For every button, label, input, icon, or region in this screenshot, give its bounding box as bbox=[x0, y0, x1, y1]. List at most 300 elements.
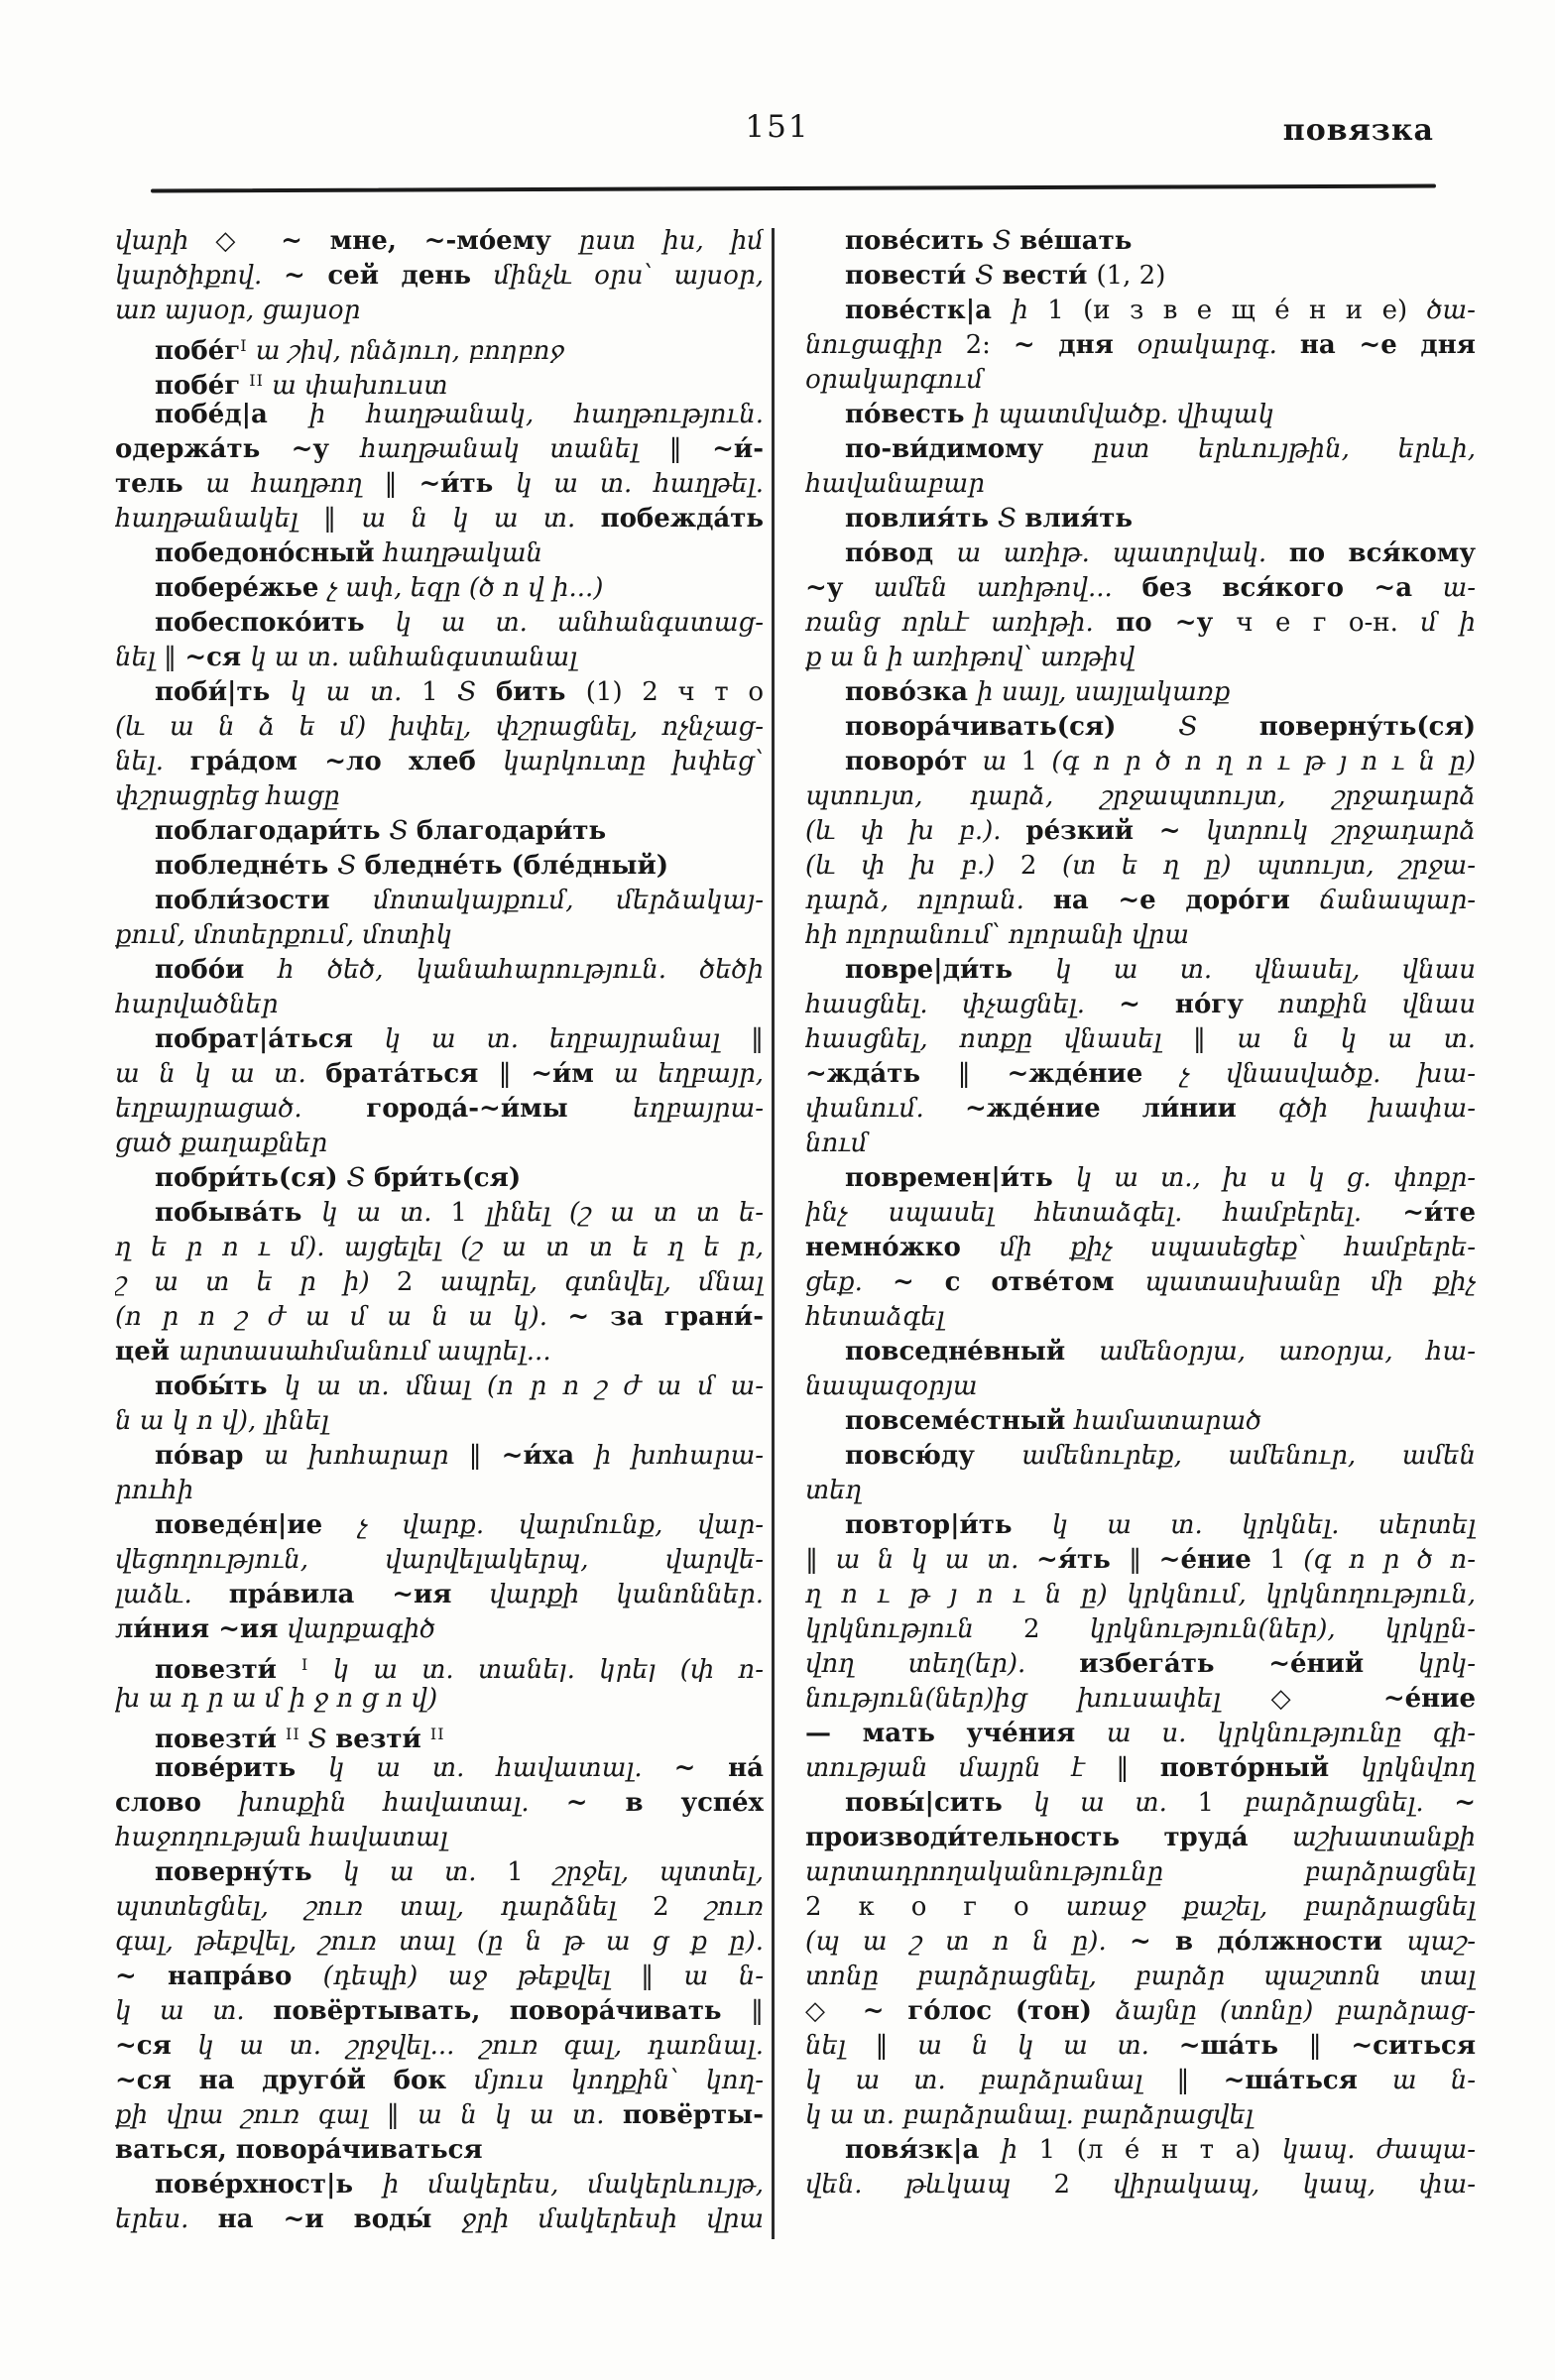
text-segment: 2 к о г о bbox=[805, 1892, 1066, 1922]
text-segment: մոտակայքում, մերձակայ- bbox=[373, 886, 764, 915]
text-segment: հաղթական bbox=[383, 538, 543, 568]
text-segment: կ ա տ. շրջվել... շուռ գալ, դառնալ. bbox=[197, 2031, 764, 2061]
text-segment: հի ոլորանում՝ ոլորանի վրա bbox=[805, 920, 1189, 950]
dictionary-line bbox=[805, 1751, 1476, 1786]
text-segment: ‖ bbox=[875, 2031, 918, 2061]
text-segment: նել bbox=[805, 2031, 876, 2061]
text-segment: րուհի bbox=[115, 1476, 194, 1505]
text-segment: побежда́ть bbox=[600, 504, 764, 534]
text-segment: повре|ди́ть bbox=[845, 955, 1056, 985]
text-segment: խ ա դ ր ա մ ի ջ ո ց ո վ) bbox=[115, 1684, 438, 1714]
text-segment: պատասխանը մի քիչ bbox=[1144, 1267, 1476, 1297]
text-segment: поверну́ть(ся) bbox=[1258, 712, 1476, 742]
text-segment: ~ дня bbox=[1013, 330, 1137, 360]
text-segment: (ո ր ո շ ժ ա մ ա ն ա կ). bbox=[115, 1302, 568, 1332]
text-segment: չ վնասվածք. խա- bbox=[1179, 1059, 1476, 1089]
text-segment: ~ но́гу bbox=[1119, 990, 1278, 1019]
text-segment: 1 bbox=[507, 1857, 554, 1887]
text-segment: ա ն կ ա տ. bbox=[917, 2031, 1179, 2061]
text-segment: կ ա տ. հավատալ. bbox=[327, 1753, 674, 1783]
text-segment: благодари́ть bbox=[416, 816, 607, 846]
dictionary-line bbox=[805, 502, 1476, 536]
text-segment: նում bbox=[805, 1129, 868, 1158]
header-rule bbox=[151, 184, 1436, 193]
text-segment: ~ в успе́х bbox=[565, 1788, 764, 1818]
dictionary-line bbox=[115, 1196, 764, 1231]
dictionary-line bbox=[115, 1508, 764, 1543]
text-segment: повсю́ду bbox=[845, 1441, 1022, 1471]
text-segment: побе́г bbox=[155, 371, 250, 398]
text-segment: դարձ, ոլորան. bbox=[805, 886, 1053, 915]
text-segment: ~ся на друго́й бок bbox=[115, 2066, 474, 2095]
dictionary-line bbox=[805, 953, 1476, 988]
text-segment: ա խոհարար bbox=[264, 1441, 469, 1471]
text-segment: ~ мне, ~-мо́ему bbox=[281, 226, 579, 256]
dictionary-line bbox=[115, 675, 764, 710]
text-segment: повсеме́стный bbox=[845, 1406, 1075, 1436]
dictionary-line bbox=[805, 1612, 1476, 1647]
text-segment: по́вар bbox=[155, 1441, 265, 1471]
text-segment: (1) 2 ч т о bbox=[585, 677, 764, 707]
dictionary-line bbox=[805, 1439, 1476, 1474]
text-segment: շուռ bbox=[705, 1892, 764, 1922]
text-segment: цей bbox=[115, 1337, 179, 1367]
text-segment: побри́ть(ся) bbox=[155, 1163, 347, 1193]
text-segment: ա bbox=[982, 747, 1021, 776]
text-segment: вести́ bbox=[1002, 261, 1097, 291]
text-segment: կրկ- bbox=[1417, 1649, 1476, 1679]
text-segment: повёрты- bbox=[622, 2100, 764, 2130]
text-segment: 2 bbox=[1053, 2170, 1114, 2200]
text-segment: 2 bbox=[396, 1267, 440, 1297]
text-segment: по́вод bbox=[845, 538, 957, 568]
text-segment: (և փ խ բ.) bbox=[805, 851, 1020, 881]
text-segment: поблагодари́ть bbox=[155, 816, 390, 846]
text-segment: побеспоко́ить bbox=[155, 608, 396, 638]
dictionary-line bbox=[115, 1092, 764, 1127]
text-segment: կ ա տ. մնալ (ո ր ո շ ժ ա մ ա- bbox=[284, 1371, 764, 1401]
text-segment: 1 bbox=[1197, 1788, 1245, 1818]
text-segment: повя́зк|а bbox=[845, 2135, 1002, 2165]
text-segment: ա ն կ ա տ. bbox=[115, 1059, 326, 1089]
dictionary-line bbox=[805, 294, 1476, 328]
text-segment: ա հաղթող bbox=[205, 469, 385, 499]
text-segment: 2: bbox=[965, 330, 1014, 360]
dictionary-line bbox=[115, 1369, 764, 1404]
text-segment: ~ сей день bbox=[284, 261, 494, 291]
dictionary-line bbox=[115, 918, 764, 953]
dictionary-line bbox=[805, 1960, 1476, 1994]
text-segment: կ ա տ. bbox=[1033, 1788, 1198, 1818]
dictionary-line bbox=[115, 953, 764, 988]
text-segment: ◇ bbox=[215, 226, 282, 256]
text-segment: (1, 2) bbox=[1096, 261, 1166, 291]
text-segment: 1 bbox=[1020, 747, 1052, 776]
text-segment: փշրացրեց հացը bbox=[115, 781, 340, 811]
dictionary-line bbox=[805, 1196, 1476, 1231]
text-segment: города́-~и́мы bbox=[366, 1094, 634, 1124]
text-segment: ~ bbox=[1454, 1788, 1476, 1818]
text-segment: повёртывать, повора́чивать bbox=[273, 1996, 751, 2026]
text-segment: бри́ть(ся) bbox=[373, 1163, 522, 1193]
dictionary-line bbox=[805, 328, 1476, 363]
text-segment: ջրի մակերեսի վրա bbox=[461, 2204, 764, 2234]
text-segment: пове́рить bbox=[155, 1753, 328, 1783]
dictionary-line bbox=[115, 1057, 764, 1092]
text-segment: վարքագիծ bbox=[287, 1614, 436, 1644]
dictionary-line bbox=[805, 918, 1476, 953]
text-segment: ապրել, գտնվել, մնալ bbox=[439, 1267, 764, 1297]
text-segment: ‖ bbox=[1176, 2066, 1224, 2095]
dictionary-line bbox=[805, 259, 1476, 294]
dictionary-line bbox=[805, 779, 1476, 814]
text-segment: ‖ bbox=[1129, 1545, 1159, 1575]
text-segment: на ~е дня bbox=[1299, 330, 1476, 360]
text-segment: գծի խափա- bbox=[1277, 1094, 1476, 1124]
text-segment: հասցնել, ոտքը վնասել bbox=[805, 1024, 1193, 1054]
text-segment: ~ся bbox=[115, 2031, 198, 2061]
dictionary-line bbox=[115, 1786, 764, 1821]
dictionary-line bbox=[805, 536, 1476, 571]
text-segment: փանում. bbox=[805, 1094, 965, 1124]
dictionary-line bbox=[115, 2202, 764, 2237]
dictionary-line bbox=[805, 745, 1476, 779]
dictionary-line bbox=[115, 1612, 764, 1647]
text-segment: (պ ա շ տ ո ն ը). bbox=[805, 1927, 1131, 1957]
text-segment: ‖ bbox=[468, 1441, 502, 1471]
text-segment: ‖ bbox=[957, 1059, 1008, 1089]
dictionary-line bbox=[115, 1335, 764, 1369]
dictionary-line bbox=[805, 1508, 1476, 1543]
text-segment: կրկնվող bbox=[1361, 1753, 1476, 1783]
dictionary-line bbox=[805, 814, 1476, 849]
dictionary-line bbox=[805, 2133, 1476, 2168]
text-segment: ~ша́ться bbox=[1223, 2066, 1392, 2095]
text-segment: օրակարգ. bbox=[1136, 330, 1300, 360]
dictionary-line bbox=[805, 641, 1476, 675]
text-segment: влия́ть bbox=[1024, 504, 1134, 534]
text-segment: ~и́те bbox=[1402, 1198, 1476, 1228]
dictionary-line bbox=[115, 1855, 764, 1890]
text-segment: по́весть bbox=[845, 400, 974, 429]
dictionary-line bbox=[805, 1994, 1476, 2029]
text-segment: избега́ть ~е́ний bbox=[1079, 1649, 1418, 1679]
text-segment: կարկուտը խփեց՝ bbox=[503, 747, 764, 776]
page-number: 151 bbox=[745, 109, 810, 145]
text-segment: ‖ bbox=[498, 1059, 532, 1089]
text-segment: ա առիթ. պատրվակ. bbox=[956, 538, 1289, 568]
dictionary-line bbox=[115, 2133, 764, 2168]
dictionary-line bbox=[115, 1127, 764, 1161]
dictionary-line bbox=[805, 1335, 1476, 1369]
text-segment: վարի bbox=[115, 226, 216, 256]
text-segment: Տ bbox=[992, 226, 1020, 256]
text-segment: ‖ bbox=[164, 643, 185, 672]
text-segment: на ~е доро́ги bbox=[1052, 886, 1320, 915]
text-segment: լաձև. bbox=[115, 1580, 229, 1609]
dictionary-line bbox=[805, 1925, 1476, 1960]
dictionary-line bbox=[805, 1161, 1476, 1196]
text-segment: կտրուկ շրջադարձ bbox=[1206, 816, 1476, 846]
text-segment: քում, մոտերքում, մոտիկ bbox=[115, 920, 452, 950]
text-segment: տոնը բարձրացնել, բարձր պաշտոն տալ bbox=[805, 1962, 1476, 1991]
dictionary-line bbox=[805, 710, 1476, 745]
text-segment: կ ա տ. անհանգստաց- bbox=[395, 608, 764, 638]
text-segment: պաշ- bbox=[1406, 1927, 1476, 1957]
dictionary-line bbox=[115, 1890, 764, 1925]
text-segment: կ ա տ. հաղթել. bbox=[516, 469, 764, 499]
dictionary-line bbox=[805, 1092, 1476, 1127]
text-segment: չ վարք. վարմունք, վար- bbox=[357, 1510, 764, 1540]
text-segment: բարձրացնել. bbox=[1244, 1788, 1455, 1818]
text-segment: ~у bbox=[805, 573, 874, 603]
text-segment: երես. bbox=[115, 2204, 218, 2234]
text-segment: (գ ո ր ծ ո ղ ո ւ թ յ ո ւ ն ը) bbox=[1051, 747, 1476, 776]
text-segment: ~ся bbox=[184, 643, 251, 672]
dictionary-line bbox=[805, 988, 1476, 1022]
text-segment: побрат|а́ться bbox=[155, 1024, 385, 1054]
text-segment: կրկնություն bbox=[805, 1614, 1023, 1644]
dictionary-line bbox=[115, 536, 764, 571]
dictionary-line bbox=[115, 710, 764, 745]
text-segment: (գ ո ր ծ ո- bbox=[1303, 1545, 1476, 1575]
text-segment: 1 (и з в е щ е́ н и е) bbox=[1047, 296, 1427, 325]
text-segment: ի bbox=[1001, 2135, 1039, 2165]
text-segment: նել. bbox=[115, 747, 190, 776]
text-segment: побе́д|а bbox=[155, 400, 309, 429]
text-segment: ‖ bbox=[384, 469, 419, 499]
text-segment: ‖ bbox=[750, 1024, 764, 1054]
dictionary-line bbox=[115, 1717, 764, 1751]
text-segment: ◇ bbox=[1270, 1684, 1383, 1714]
text-segment: կ ա տ. bbox=[115, 1996, 274, 2026]
dictionary-line bbox=[115, 259, 764, 294]
text-segment: ցեք. bbox=[805, 1267, 893, 1297]
text-segment: ‖ bbox=[1308, 2031, 1352, 2061]
text-segment: հասցնել. փչացնել. bbox=[805, 990, 1120, 1019]
dictionary-line bbox=[805, 1647, 1476, 1682]
dictionary-line bbox=[115, 502, 764, 536]
text-segment: առ այսօր, ցայսօր bbox=[115, 296, 361, 325]
text-segment: поверну́ть bbox=[155, 1857, 343, 1887]
text-segment: ոտքին վնաս bbox=[1277, 990, 1476, 1019]
text-segment: (տ ե ղ ը) պտույտ, շրջա- bbox=[1061, 851, 1476, 881]
text-segment: ~и́ть bbox=[419, 469, 517, 499]
text-segment: եղբայրացած. bbox=[115, 1094, 367, 1124]
text-segment: Տ bbox=[998, 504, 1025, 534]
text-segment: ~жда́ть bbox=[805, 1059, 958, 1089]
text-segment: կ ա տ. տանել. կրել (փ ո- bbox=[308, 1655, 764, 1682]
text-segment: 1 (л е́ н т а) bbox=[1038, 2135, 1282, 2165]
text-segment: կ ա տ. եղբայրանալ bbox=[384, 1024, 751, 1054]
text-segment: ամեն առիթով... bbox=[873, 573, 1142, 603]
text-segment: — мать уче́ния bbox=[805, 1719, 1107, 1748]
text-segment: ա ս. կրկնությունը գի- bbox=[1106, 1719, 1476, 1748]
text-segment: ~ за грани́- bbox=[567, 1302, 764, 1332]
text-segment: քի վրա շուռ գալ bbox=[115, 2100, 387, 2130]
text-segment: կ ա տ. բարձրանալ. բարձրացվել bbox=[805, 2100, 1254, 2130]
text-segment: тель bbox=[115, 469, 206, 499]
text-segment: Տ bbox=[389, 816, 417, 846]
text-segment: производи́тельность труда́ bbox=[805, 1823, 1292, 1852]
text-segment: ~ напра́во bbox=[115, 1962, 323, 1991]
text-segment: повтор|и́ть bbox=[845, 1510, 1052, 1540]
text-segment: նություն(ներ)ից խուսափել bbox=[805, 1684, 1271, 1714]
dictionary-line bbox=[115, 1751, 764, 1786]
text-segment: ամենուրեք, ամենուր, ամեն bbox=[1021, 1441, 1476, 1471]
text-segment: ~и́ха bbox=[501, 1441, 595, 1471]
text-segment: պտույտ, դարձ, շրջապտույտ, շրջադարձ bbox=[805, 781, 1476, 811]
text-segment: без вся́кого ~а bbox=[1141, 573, 1443, 603]
dictionary-line bbox=[805, 1543, 1476, 1578]
dictionary-line bbox=[115, 884, 764, 918]
text-segment: կ ա տ. բարձրանալ bbox=[805, 2066, 1177, 2095]
dictionary-line bbox=[115, 1821, 764, 1855]
dictionary-line bbox=[115, 328, 764, 363]
text-segment: տության մայրն է bbox=[805, 1753, 1117, 1783]
text-segment: 2 bbox=[1023, 1614, 1090, 1644]
text-segment: повы́|сить bbox=[845, 1788, 1034, 1818]
text-segment: վիրակապ, կապ, փա- bbox=[1113, 2170, 1476, 2200]
text-segment: ի սայլ, սայլակառք bbox=[977, 677, 1231, 707]
text-segment: հաջողության հավատալ bbox=[115, 1823, 448, 1852]
text-segment: ‖ bbox=[641, 1962, 684, 1991]
text-segment: վող տեղ(եր). bbox=[805, 1649, 1080, 1679]
text-segment: ~ в до́лжности bbox=[1130, 1927, 1407, 1957]
text-segment: ղ ե ր ո ւ մ). այցելել (շ ա տ տ ե ղ ե ր, bbox=[115, 1233, 764, 1262]
dictionary-line bbox=[805, 1127, 1476, 1161]
text-segment: հաղթանակել bbox=[115, 504, 324, 534]
text-segment: пово́зка bbox=[845, 677, 978, 707]
text-segment: ли́ния ~ия bbox=[115, 1614, 288, 1644]
text-segment: победоно́сный bbox=[155, 538, 384, 568]
text-segment: տեղ bbox=[805, 1476, 863, 1505]
text-segment: աշխատանքի bbox=[1291, 1823, 1476, 1852]
dictionary-line bbox=[115, 779, 764, 814]
text-segment: брата́ться bbox=[325, 1059, 499, 1089]
text-segment: հաղթանակ տանել bbox=[360, 434, 669, 464]
text-segment: նապազօրյա bbox=[805, 1371, 978, 1401]
dictionary-line bbox=[115, 1543, 764, 1578]
text-segment: 1 bbox=[1269, 1545, 1304, 1575]
dictionary-line bbox=[805, 1682, 1476, 1717]
text-segment: (դեպի) աջ թեքվել bbox=[322, 1962, 642, 1991]
dictionary-line bbox=[805, 571, 1476, 606]
text-segment: слово bbox=[115, 1788, 239, 1818]
text-segment: վեցողություն, վարվելակերպ, վարվե- bbox=[115, 1545, 764, 1575]
text-segment: ա ն կ ա տ. bbox=[1237, 1024, 1476, 1054]
text-segment: побе́г bbox=[155, 336, 241, 363]
column-right bbox=[805, 224, 1476, 2202]
text-segment: 2 bbox=[1019, 851, 1062, 881]
text-segment: շ ա տ ե ր ի) bbox=[115, 1267, 397, 1297]
text-segment: ա շիվ, ընձյուղ, բողբոջ bbox=[247, 336, 565, 363]
text-segment: ի խոհարա- bbox=[594, 1441, 764, 1471]
text-segment: ~ на́ bbox=[673, 1753, 764, 1783]
text-segment: ի bbox=[1012, 296, 1048, 325]
text-segment: бить bbox=[495, 677, 586, 707]
dictionary-line bbox=[115, 1022, 764, 1057]
text-segment: ‖ bbox=[805, 1545, 836, 1575]
text-segment: ваться, повора́чиваться bbox=[115, 2135, 483, 2165]
dictionary-line bbox=[115, 2168, 764, 2202]
dictionary-line bbox=[115, 467, 764, 502]
dictionary-line bbox=[115, 1474, 764, 1508]
dictionary-line bbox=[115, 849, 764, 884]
text-segment: II bbox=[429, 1725, 445, 1743]
text-segment: везти́ bbox=[335, 1725, 430, 1751]
text-segment: ք ա ն ի առիթով՝ առթիվ bbox=[805, 643, 1136, 672]
text-segment: пове́сить bbox=[845, 226, 993, 256]
dictionary-line bbox=[115, 571, 764, 606]
text-segment: ցած քաղաքներ bbox=[115, 1129, 328, 1158]
text-segment: ձայնը (տոնը) բարձրաց- bbox=[1115, 1996, 1476, 2026]
dictionary-line bbox=[115, 2098, 764, 2133]
text-segment: повто́рный bbox=[1159, 1753, 1362, 1783]
text-segment: ~ситься bbox=[1351, 2031, 1476, 2061]
text-segment: ‖ bbox=[1192, 1024, 1238, 1054]
text-segment: поби́|ть bbox=[155, 677, 291, 707]
text-segment: օրակարգում bbox=[805, 365, 984, 395]
text-segment: ~жде́ние ли́нии bbox=[964, 1094, 1278, 1124]
dictionary-line bbox=[805, 1404, 1476, 1439]
dictionary-line bbox=[805, 1821, 1476, 1855]
text-segment: մի քիչ սպասեցեք՝ համբերե- bbox=[999, 1233, 1476, 1262]
text-segment: повезти́ bbox=[155, 1725, 287, 1751]
text-segment: по-ви́димому bbox=[845, 434, 1093, 464]
dictionary-line bbox=[805, 884, 1476, 918]
text-segment: համատարած bbox=[1074, 1406, 1262, 1436]
text-segment: побледне́ть bbox=[155, 851, 338, 881]
text-segment: ըստ իս, իմ bbox=[578, 226, 764, 256]
text-segment: повести́ bbox=[845, 261, 976, 291]
text-segment: ‖ bbox=[668, 434, 713, 464]
text-segment: повора́чивать(ся) bbox=[845, 712, 1179, 742]
dictionary-line bbox=[805, 1022, 1476, 1057]
dictionary-line bbox=[115, 1960, 764, 1994]
dictionary-line bbox=[115, 641, 764, 675]
dictionary-line bbox=[115, 1439, 764, 1474]
dictionary-line bbox=[115, 1682, 764, 1717]
text-segment: ա ն կ ա տ. bbox=[361, 504, 601, 534]
text-segment: խոսքին հավատալ. bbox=[238, 1788, 566, 1818]
guide-word: повязка bbox=[1282, 113, 1434, 148]
text-segment: մինչև օրս՝ այսօր, bbox=[493, 261, 764, 291]
text-segment: пра́вила ~ия bbox=[228, 1580, 490, 1609]
text-segment: ‖ bbox=[386, 2100, 419, 2130]
text-segment: повезти́ bbox=[155, 1655, 302, 1682]
text-segment: (և ա ն ձ ե մ) խփել, փշրացնել, ոչնչաց- bbox=[115, 712, 764, 742]
text-segment: ~е́ние bbox=[1382, 1684, 1476, 1714]
dictionary-line bbox=[805, 432, 1476, 467]
text-segment: արտասահմանում ապրել... bbox=[179, 1337, 551, 1367]
dictionary-line bbox=[115, 988, 764, 1022]
text-segment: поворо́т bbox=[845, 747, 983, 776]
text-segment: ըստ երևույթին, երևի, bbox=[1092, 434, 1476, 464]
dictionary-line bbox=[805, 1890, 1476, 1925]
text-segment: ի պատմվածք. վիպակ bbox=[973, 400, 1274, 429]
text-segment: ա- bbox=[1442, 573, 1476, 603]
text-segment: ◇ bbox=[805, 1996, 863, 2026]
dictionary-line bbox=[805, 606, 1476, 641]
dictionary-line bbox=[115, 606, 764, 641]
text-segment: (և փ խ բ.). bbox=[805, 816, 1026, 846]
dictionary-line bbox=[805, 1578, 1476, 1612]
text-segment: повседне́вный bbox=[845, 1337, 1100, 1367]
text-segment: մյուս կողքին՝ կող- bbox=[473, 2066, 764, 2095]
text-segment: նել bbox=[115, 643, 165, 672]
text-segment: ա ն կ ա տ. bbox=[835, 1545, 1036, 1575]
